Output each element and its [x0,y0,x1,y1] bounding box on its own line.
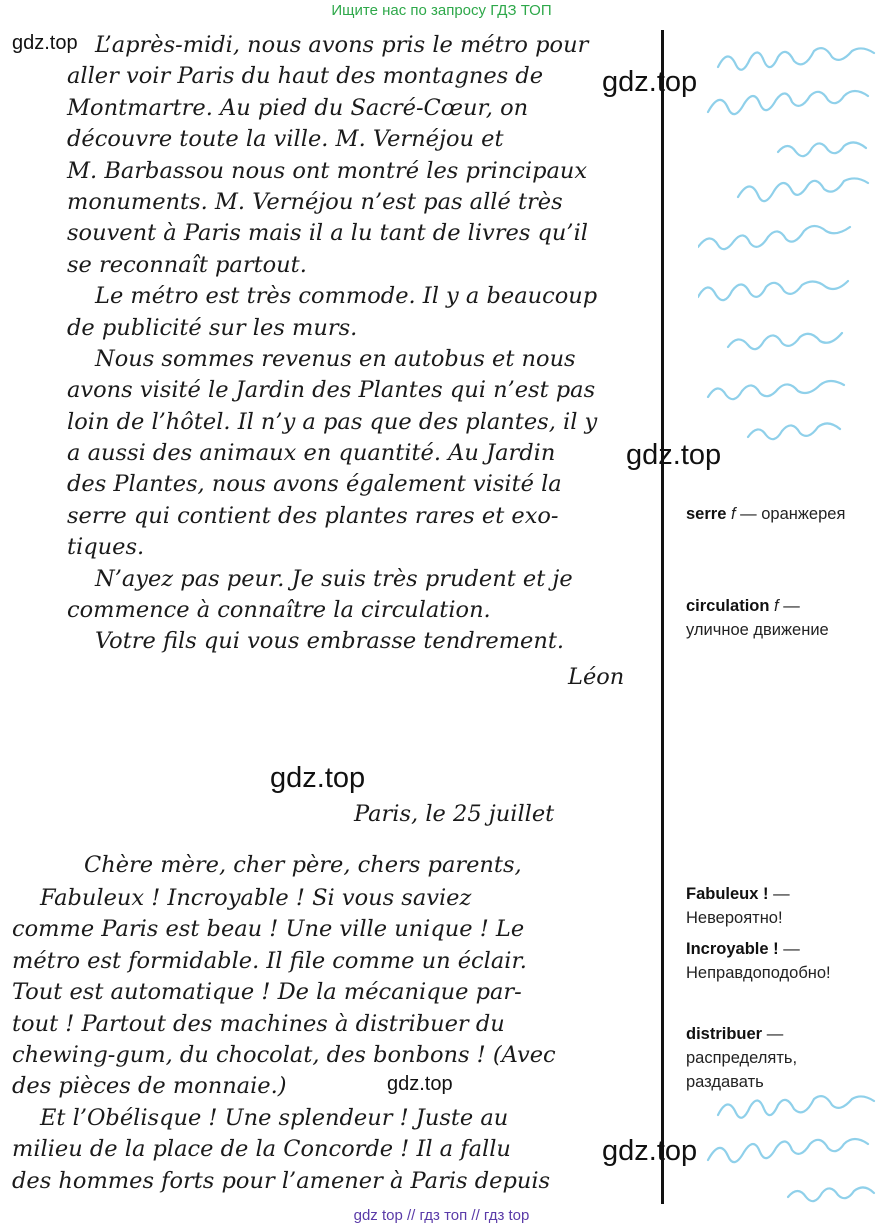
search-banner[interactable]: Ищите нас по запросу ГДЗ ТОП [331,2,552,19]
text-line: tiques. [67,534,145,561]
watermark: gdz.top [270,762,366,794]
text-line: se reconnaît partout. [67,251,307,278]
watermark: gdz.top [626,439,722,471]
gloss-circulation [686,594,881,642]
text-line: monuments. M. Vernéjou n’est pas allé très [67,188,563,215]
text-line: Et l’Obélisque ! Une splendeur ! Juste au [40,1104,509,1131]
letter-2-text [12,883,556,1197]
gloss-translation: распределять, [686,1049,798,1067]
letter-date: Paris, le 25 juillet [354,801,555,827]
gloss-translation: раздавать [686,1073,764,1091]
text-line: des pièces de monnaie.) [12,1073,287,1100]
text-line: Fabuleux ! Incroyable ! Si vous saviez [40,885,472,911]
letter-1-text [67,30,597,658]
text-line: a aussi des animaux en quantité. Au Jardin [67,440,556,467]
text-line: avons visité le Jardin des Plantes qui n’est pas [67,377,596,404]
gloss-term: serre [686,505,727,523]
gloss-term: circulation [686,597,770,615]
text-line: aller voir Paris du haut des montagnes de [67,63,544,90]
gloss-translation: Неправдоподобно! [686,964,831,982]
text-line: milieu de la place de la Concorde ! Il a fallu [12,1136,511,1163]
text-line: Votre fils qui vous embrasse tendrement. [95,628,565,655]
text-line: Nous sommes revenus en autobus et nous [95,345,576,372]
text-line: L’après-midi, nous avons pris le métro pour [95,32,589,58]
footer-links[interactable]: gdz top // гдз топ // гдз top [353,1207,530,1224]
text-line: commence à connaître la circulation. [67,597,491,624]
gloss-translation: уличное движение [686,621,829,639]
signature: Léon [568,664,625,690]
text-line: Montmartre. Au pied du Sacré-Cœur, on [67,94,529,121]
gloss-distribuer [686,1022,881,1094]
letter-greeting: Chère mère, cher père, chers parents, [84,852,522,878]
text-line: M. Barbassou nous ont montré les principaux [67,157,588,184]
text-line: chewing-gum, du chocolat, des bonbons ! (Avec [12,1041,556,1068]
text-line: Tout est automatique ! De la mécanique par- [12,979,522,1006]
text-line: Le métro est très commode. Il y a beaucoup [95,283,598,310]
text-line: N’ayez pas peur. Je suis très prudent et je [95,565,573,592]
watermark: gdz.top [602,1135,698,1167]
column-divider [661,30,664,1204]
gloss-dash: — [766,1025,784,1043]
text-line: métro est formidable. Il file comme un éclair. [12,947,527,974]
text-line: tout ! Partout des machines à distribuer du [12,1010,505,1037]
watermark: gdz.top [602,66,698,98]
text-line: découvre toute la ville. M. Vernéjou et [67,126,504,153]
watermark: gdz.top [12,32,78,54]
gloss-fabuleux [686,882,881,930]
gloss-gender: f [730,505,736,523]
gloss-gender: f [774,597,779,615]
text-line: des Plantes, nous avons également visité la [67,471,562,498]
gloss-translation: — оранжерея [740,505,846,523]
gloss-serre [686,502,881,526]
gloss-incroyable [686,937,881,985]
text-line: de publicité sur les murs. [67,314,358,341]
gloss-dash: — [783,940,800,958]
gloss-dash: — [783,597,800,615]
handwriting-decoration [698,22,883,462]
text-line: comme Paris est beau ! Une ville unique ! Le [12,916,525,943]
handwriting-decoration-bottom [698,1085,883,1205]
gloss-term: Incroyable ! [686,940,779,958]
gloss-dash: — [773,885,790,903]
text-line: loin de l’hôtel. Il n’y a pas que des plantes, il y [67,408,598,435]
text-line: souvent à Paris mais il a lu tant de livres qu’il [67,220,588,247]
gloss-translation: Невероятно! [686,909,783,927]
watermark: gdz.top [387,1073,453,1095]
gloss-term: Fabuleux ! [686,885,769,903]
gloss-term: distribuer [686,1025,763,1043]
text-line: des hommes forts pour l’amener à Paris depuis [12,1167,551,1194]
text-line: serre qui contient des plantes rares et exo- [67,502,559,529]
